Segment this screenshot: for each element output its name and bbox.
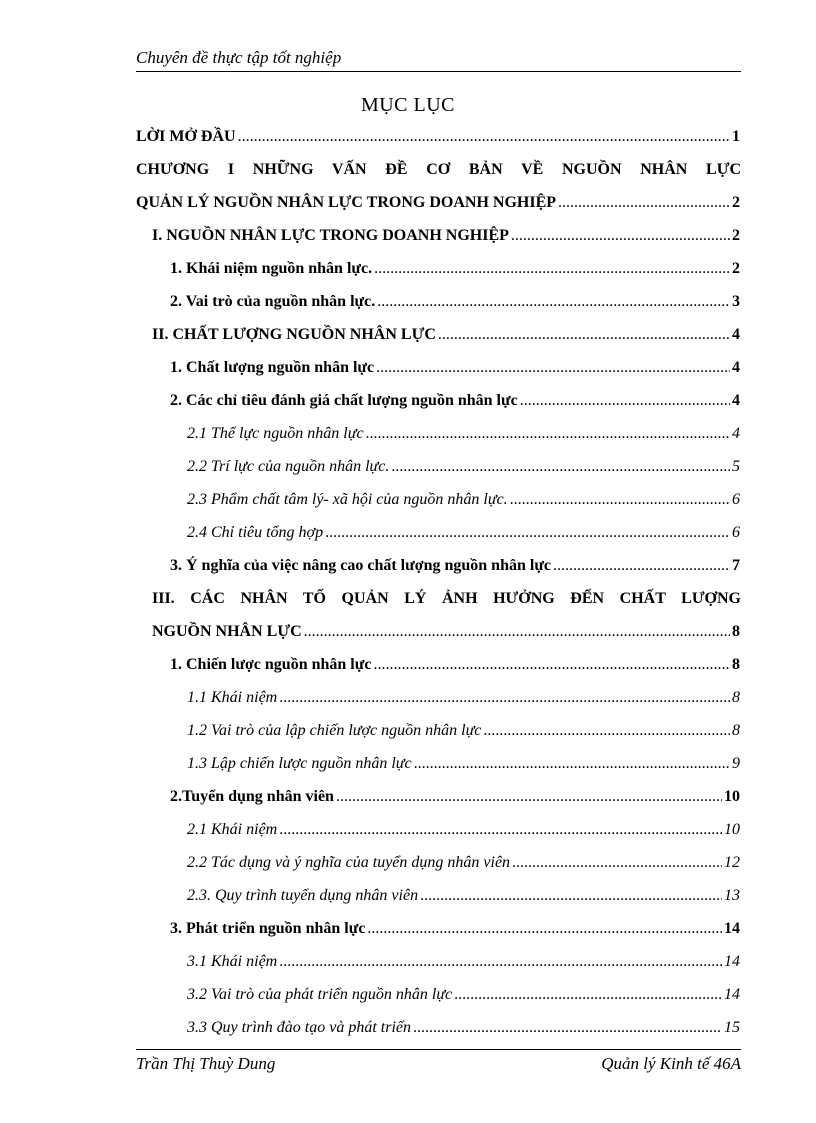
toc-entry[interactable]: [152, 590, 741, 614]
toc-entry[interactable]: [187, 524, 740, 548]
toc-entry[interactable]: [152, 227, 740, 251]
toc-entry[interactable]: [187, 854, 740, 878]
toc-entry-page: 5: [732, 458, 740, 475]
toc-entry[interactable]: [136, 128, 740, 152]
toc-entry-page: 9: [732, 755, 740, 772]
toc-entry[interactable]: [187, 1019, 740, 1043]
toc-entry-text: 2.1 Khái niệm: [187, 821, 278, 838]
toc-entry[interactable]: [187, 425, 740, 449]
toc-entry-text: 3. Ý nghĩa của việc nâng cao chất lượng nguồn nhân lực: [170, 557, 552, 574]
toc-entry-page: 14: [724, 920, 740, 937]
toc-entry-text: 1.3 Lập chiến lược nguồn nhân lực: [187, 755, 412, 772]
toc-entry-text: 1. Chiến lược nguồn nhân lực: [170, 656, 372, 673]
toc-leader: [367, 920, 722, 938]
toc-leader: [304, 623, 730, 641]
toc-entry-page: 2: [732, 260, 740, 277]
toc-entry-text: 3.2 Vai trò của phát triển nguồn nhân lực: [187, 986, 453, 1003]
toc-leader: [366, 425, 730, 443]
toc-entry-text: 2.2 Tác dụng và ý nghĩa của tuyển dụng nhân viên: [187, 854, 511, 871]
toc-entry-text: 2.4 Chỉ tiêu tổng hợp: [187, 524, 324, 541]
toc-entry-page: 8: [732, 656, 740, 673]
toc-leader: [520, 392, 730, 410]
toc-leader: [413, 1019, 722, 1037]
toc-entry-page: 4: [732, 392, 740, 409]
toc-entry-text: 1. Chất lượng nguồn nhân lực: [170, 359, 375, 376]
toc-leader: [454, 986, 722, 1004]
toc-leader: [553, 557, 730, 575]
toc-entry-text: 2.3. Quy trình tuyển dụng nhân viên: [187, 887, 419, 904]
toc-entry-page: 8: [732, 722, 740, 739]
toc-entry-text: QUẢN LÝ NGUỒN NHÂN LỰC TRONG DOANH NGHIỆP: [136, 194, 557, 211]
toc-entry-page: 10: [724, 821, 740, 838]
toc-entry-text: 3. Phát triển nguồn nhân lực: [170, 920, 366, 937]
toc-entry-text: 3.1 Khái niệm: [187, 953, 278, 970]
toc-leader: [558, 194, 730, 212]
toc-leader: [483, 722, 730, 740]
toc-entry-page: 1: [732, 128, 740, 145]
toc-entry-page: 6: [732, 524, 740, 541]
toc-entry-page: 7: [732, 557, 740, 574]
toc-entry[interactable]: [187, 887, 740, 911]
header-divider: [136, 71, 741, 72]
toc-leader: [438, 326, 730, 344]
toc-entry[interactable]: [152, 326, 740, 350]
toc-entry-text: 2. Vai trò của nguồn nhân lực.: [170, 293, 376, 310]
toc-entry[interactable]: [152, 623, 740, 647]
toc-entry-text: NGUỒN NHÂN LỰC: [152, 623, 302, 640]
toc-entry[interactable]: [170, 293, 740, 317]
toc-entry-text: 1. Khái niệm nguồn nhân lực.: [170, 260, 373, 277]
toc-entry[interactable]: [187, 821, 740, 845]
toc-leader: [279, 953, 722, 971]
toc-entry-page: 8: [732, 623, 740, 640]
toc-entry-page: 14: [724, 986, 740, 1003]
toc-entry-text: 3.3 Quy trình đào tạo và phát triển: [187, 1019, 411, 1036]
toc-entry-page: 6: [732, 491, 740, 508]
toc-entry[interactable]: [187, 986, 740, 1010]
toc-leader: [373, 656, 730, 674]
page-header: Chuyên đề thực tập tốt nghiệp: [136, 48, 342, 67]
toc-entry-page: 12: [724, 854, 740, 871]
toc-leader: [279, 821, 722, 839]
footer-divider: [136, 1049, 741, 1050]
toc-entry[interactable]: [170, 392, 740, 416]
toc-entry-text: 1.1 Khái niệm: [187, 689, 278, 706]
toc-leader: [279, 689, 730, 707]
toc-entry-text: 2.1 Thể lực nguồn nhân lực: [187, 425, 364, 442]
toc-entry-text: 2.2 Trí lực của nguồn nhân lực.: [187, 458, 390, 475]
toc-entry[interactable]: [187, 722, 740, 746]
toc-entry[interactable]: [187, 491, 740, 515]
toc-entry-text: III. CÁC NHÂN TỐ QUẢN LÝ ẢNH HƯỞNG ĐẾN CHẤT LƯỢNG: [152, 590, 741, 607]
toc-entry[interactable]: [170, 788, 740, 812]
toc-entry-page: 4: [732, 359, 740, 376]
toc-entry-page: 13: [724, 887, 740, 904]
toc-entry[interactable]: [170, 920, 740, 944]
toc-entry[interactable]: [170, 359, 740, 383]
toc-leader: [238, 128, 730, 146]
footer-author: Trần Thị Thuỳ Dung: [136, 1054, 276, 1073]
toc-entry-page: 10: [724, 788, 740, 805]
toc-entry[interactable]: [170, 260, 740, 284]
toc-leader: [414, 755, 730, 773]
toc-entry-page: 14: [724, 953, 740, 970]
toc-leader: [336, 788, 722, 806]
toc-entry-text: LỜI MỞ ĐẦU: [136, 128, 236, 145]
toc-leader: [420, 887, 722, 905]
footer-class: Quản lý Kinh tế 46A: [601, 1054, 741, 1073]
toc-leader: [374, 260, 730, 278]
toc-leader: [510, 491, 730, 509]
toc-entry-page: 4: [732, 425, 740, 442]
toc-entry[interactable]: [187, 953, 740, 977]
toc-entry-page: 4: [732, 326, 740, 343]
toc-entry[interactable]: [136, 194, 740, 218]
toc-leader: [511, 227, 730, 245]
toc-entry-text: 1.2 Vai trò của lập chiến lược nguồn nhân lực: [187, 722, 482, 739]
toc-leader: [512, 854, 722, 872]
toc-title: MỤC LỤC: [360, 94, 456, 116]
toc-entry-page: 2: [732, 227, 740, 244]
toc-leader: [376, 359, 730, 377]
toc-entry-text: II. CHẤT LƯỢNG NGUỒN NHÂN LỰC: [152, 326, 436, 343]
toc-leader: [377, 293, 730, 311]
toc-entry[interactable]: [187, 689, 740, 713]
toc-entry-page: 2: [732, 194, 740, 211]
toc-leader: [391, 458, 730, 476]
toc-entry-page: 15: [724, 1019, 740, 1036]
toc-entry[interactable]: [136, 161, 741, 185]
toc-entry[interactable]: [170, 557, 740, 581]
toc-entry-text: I. NGUỒN NHÂN LỰC TRONG DOANH NGHIỆP: [152, 227, 509, 244]
toc-entry-text: 2. Các chỉ tiêu đánh giá chất lượng nguồn nhân lực: [170, 392, 518, 409]
toc-entry-text: 2.Tuyển dụng nhân viên: [170, 788, 334, 805]
toc-entry-text: CHƯƠNG I NHỮNG VẤN ĐỀ CƠ BẢN VỀ NGUỒN NHÂN LỰC: [136, 161, 741, 178]
toc-entry-page: 8: [732, 689, 740, 706]
toc-entry[interactable]: [187, 458, 740, 482]
toc-entry-page: 3: [732, 293, 740, 310]
toc-entry[interactable]: [170, 656, 740, 680]
toc-entry-text: 2.3 Phẩm chất tâm lý- xã hội của nguồn nhân lực.: [187, 491, 508, 508]
toc-leader: [325, 524, 730, 542]
toc-entry[interactable]: [187, 755, 740, 779]
